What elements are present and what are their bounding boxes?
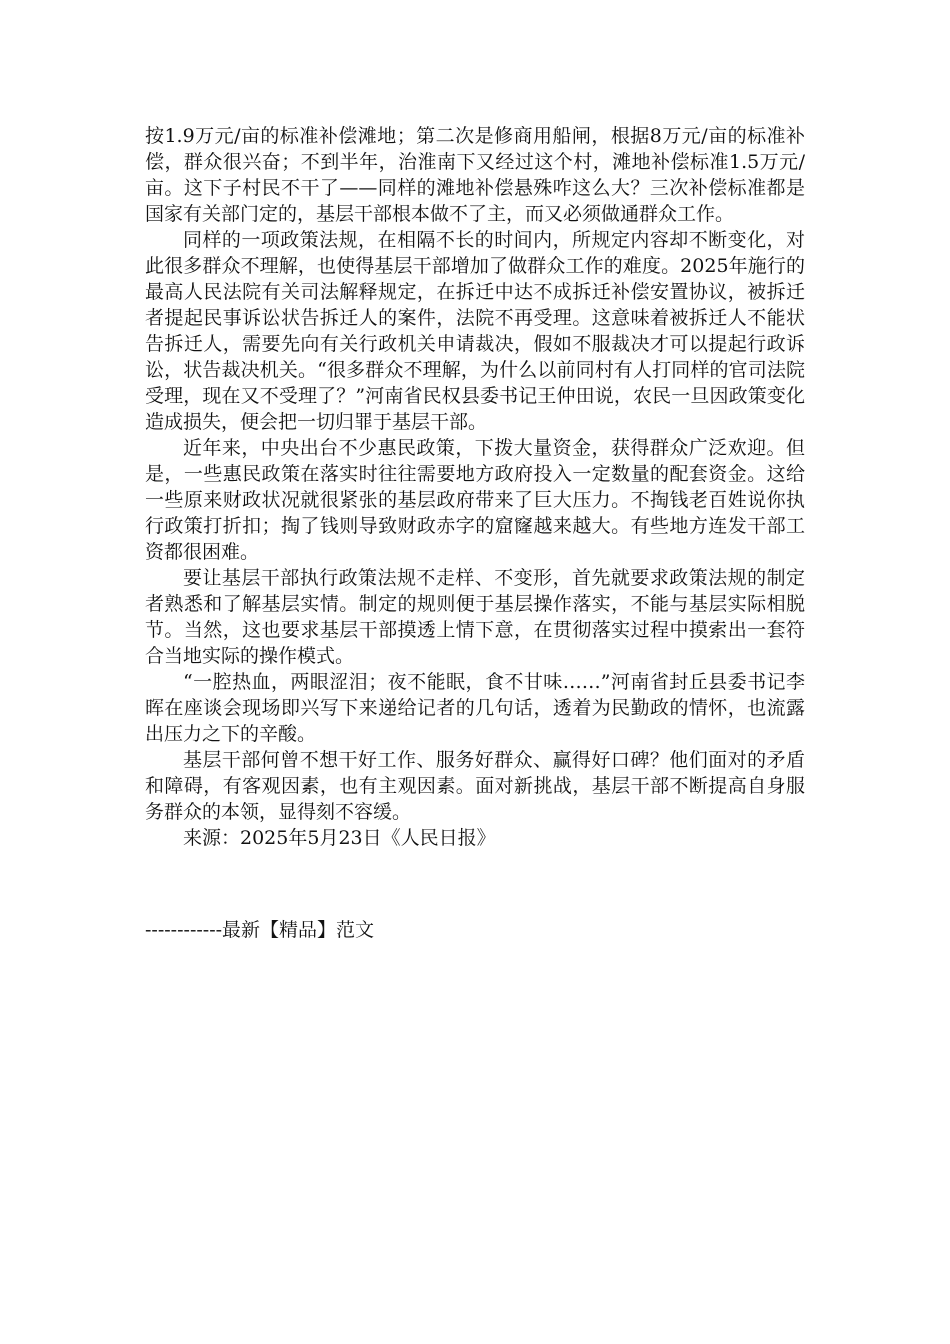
article-body — [145, 123, 805, 851]
footer-tagline: ------------最新【精品】范文 — [145, 919, 375, 941]
paragraph-3: 近年来，中央出台不少惠民政策，下拨大量资金，获得群众广泛欢迎。但是，一些惠民政策在落实时往往需要地方政府投入一定数量的配套资金。这给一些原来财政状况就很紧张的基层政府带来了巨大压力。不掏钱老百姓说你执行政策打折扣；掏了钱则导致财政赤字的窟窿越来越大。有些地方连发干部工资都很困难。 — [145, 437, 805, 563]
paragraph-6: 基层干部何曾不想干好工作、服务好群众、赢得好口碑？他们面对的矛盾和障碍，有客观因素，也有主观因素。面对新挑战，基层干部不断提高自身服务群众的本领，显得刻不容缓。 — [145, 749, 805, 823]
paragraph-2: 同样的一项政策法规，在相隔不长的时间内，所规定内容却不断变化，对此很多群众不理解，也使得基层干部增加了做群众工作的难度。2025年施行的最高人民法院有关司法解释规定，在拆迁中达不成拆迁补偿安置协议，被拆迁者提起民事诉讼状告拆迁人的案件，法院不再受理。这意味着被拆迁人不能状告拆迁人，需要先向有关行政机关申请裁决，假如不服裁决才可以提起行政诉讼，状告裁决机关。“很多群众不理解，为什么以前同村有人打同样的官司法院受理，现在又不受理了？”河南省民权县委书记王仲田说，农民一旦因政策变化造成损失，便会把一切归罪于基层干部。 — [145, 229, 805, 433]
source-line: 来源：2025年5月23日《人民日报》 — [183, 827, 496, 849]
paragraph-1: 按1.9万元/亩的标准补偿滩地；第二次是修商用船闸，根据8万元/亩的标准补偿，群众很兴奋；不到半年，治淮南下又经过这个村，滩地补偿标准1.5万元/亩。这下子村民不干了——同样的滩地补偿悬殊咋这么大？三次补偿标准都是国家有关部门定的，基层干部根本做不了主，而又必须做通群众工作。 — [145, 125, 805, 225]
paragraph-4: 要让基层干部执行政策法规不走样、不变形，首先就要求政策法规的制定者熟悉和了解基层实情。制定的规则便于基层操作落实，不能与基层实际相脱节。当然，这也要求基层干部摸透上情下意，在贯彻落实过程中摸索出一套符合当地实际的操作模式。 — [145, 567, 805, 667]
paragraph-5: “一腔热血，两眼涩泪；夜不能眠，食不甘味……”河南省封丘县委书记李晖在座谈会现场即兴写下来递给记者的几句话，透着为民勤政的情怀，也流露出压力之下的辛酸。 — [145, 671, 805, 745]
